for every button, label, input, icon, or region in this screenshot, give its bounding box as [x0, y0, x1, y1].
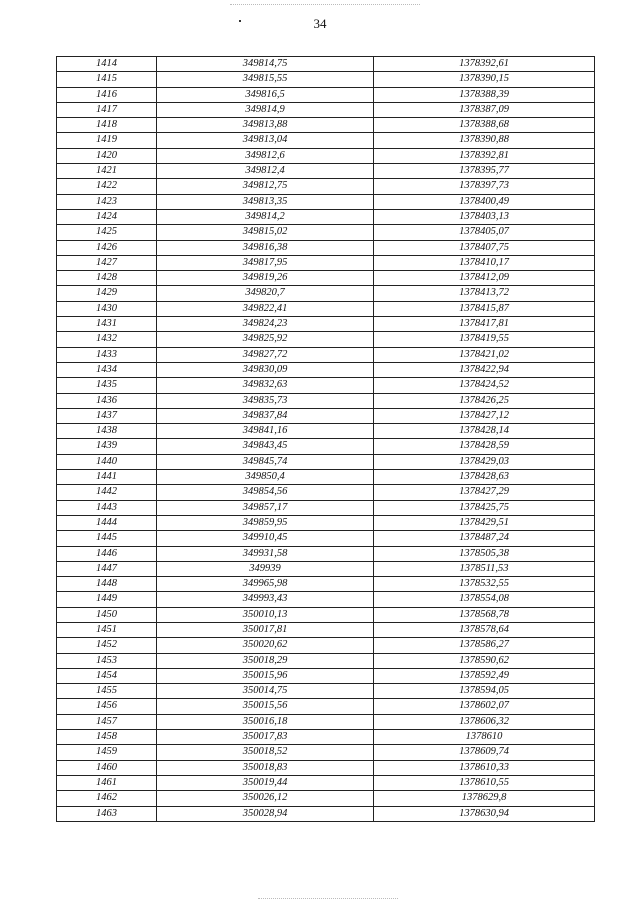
x-coordinate-cell: 349822,41 — [157, 301, 374, 316]
x-coordinate-cell: 350014,75 — [157, 684, 374, 699]
point-number-cell: 1415 — [57, 72, 157, 87]
point-number-cell: 1461 — [57, 775, 157, 790]
point-number-cell: 1442 — [57, 485, 157, 500]
x-coordinate-cell: 349813,04 — [157, 133, 374, 148]
y-coordinate-cell: 1378400,49 — [374, 194, 595, 209]
y-coordinate-cell: 1378425,75 — [374, 500, 595, 515]
x-coordinate-cell: 349812,75 — [157, 179, 374, 194]
x-coordinate-cell: 349814,2 — [157, 209, 374, 224]
y-coordinate-cell: 1378487,24 — [374, 531, 595, 546]
point-number-cell: 1445 — [57, 531, 157, 546]
x-coordinate-cell: 350017,81 — [157, 622, 374, 637]
y-coordinate-cell: 1378415,87 — [374, 301, 595, 316]
table-row — [57, 378, 595, 393]
table-row — [57, 775, 595, 790]
page-number: 34 — [313, 16, 327, 31]
y-coordinate-cell: 1378403,13 — [374, 209, 595, 224]
y-coordinate-cell: 1378390,15 — [374, 72, 595, 87]
coordinates-table-body — [57, 57, 595, 822]
point-number-cell: 1433 — [57, 347, 157, 362]
point-number-cell: 1416 — [57, 87, 157, 102]
y-coordinate-cell: 1378554,08 — [374, 592, 595, 607]
x-coordinate-cell: 350018,83 — [157, 760, 374, 775]
x-coordinate-cell: 349816,38 — [157, 240, 374, 255]
point-number-cell: 1426 — [57, 240, 157, 255]
x-coordinate-cell: 349841,16 — [157, 424, 374, 439]
x-coordinate-cell: 350015,96 — [157, 668, 374, 683]
y-coordinate-cell: 1378511,53 — [374, 561, 595, 576]
x-coordinate-cell: 349835,73 — [157, 393, 374, 408]
table-row — [57, 439, 595, 454]
x-coordinate-cell: 349845,74 — [157, 454, 374, 469]
point-number-cell: 1459 — [57, 745, 157, 760]
table-row — [57, 225, 595, 240]
table-row — [57, 209, 595, 224]
x-coordinate-cell: 350018,29 — [157, 653, 374, 668]
x-coordinate-cell: 349830,09 — [157, 362, 374, 377]
y-coordinate-cell: 1378586,27 — [374, 638, 595, 653]
y-coordinate-cell: 1378392,61 — [374, 57, 595, 72]
table-row — [57, 347, 595, 362]
y-coordinate-cell: 1378602,07 — [374, 699, 595, 714]
table-row — [57, 485, 595, 500]
point-number-cell: 1449 — [57, 592, 157, 607]
y-coordinate-cell: 1378629,8 — [374, 791, 595, 806]
x-coordinate-cell: 349817,95 — [157, 255, 374, 270]
x-coordinate-cell: 349820,7 — [157, 286, 374, 301]
y-coordinate-cell: 1378388,68 — [374, 118, 595, 133]
y-coordinate-cell: 1378610,55 — [374, 775, 595, 790]
point-number-cell: 1427 — [57, 255, 157, 270]
point-number-cell: 1441 — [57, 470, 157, 485]
y-coordinate-cell: 1378630,94 — [374, 806, 595, 821]
table-row — [57, 668, 595, 683]
point-number-cell: 1419 — [57, 133, 157, 148]
y-coordinate-cell: 1378419,55 — [374, 332, 595, 347]
y-coordinate-cell: 1378568,78 — [374, 607, 595, 622]
x-coordinate-cell: 350015,56 — [157, 699, 374, 714]
y-coordinate-cell: 1378428,59 — [374, 439, 595, 454]
y-coordinate-cell: 1378413,72 — [374, 286, 595, 301]
point-number-cell: 1414 — [57, 57, 157, 72]
table-row — [57, 133, 595, 148]
point-number-cell: 1452 — [57, 638, 157, 653]
table-row — [57, 454, 595, 469]
y-coordinate-cell: 1378395,77 — [374, 164, 595, 179]
y-coordinate-cell: 1378427,29 — [374, 485, 595, 500]
table-row — [57, 317, 595, 332]
y-coordinate-cell: 1378609,74 — [374, 745, 595, 760]
x-coordinate-cell: 350018,52 — [157, 745, 374, 760]
table-row — [57, 301, 595, 316]
x-coordinate-cell: 350026,12 — [157, 791, 374, 806]
table-row — [57, 72, 595, 87]
top-scan-rule — [230, 4, 420, 5]
table-row — [57, 546, 595, 561]
y-coordinate-cell: 1378505,38 — [374, 546, 595, 561]
point-number-cell: 1458 — [57, 730, 157, 745]
point-number-cell: 1444 — [57, 515, 157, 530]
point-number-cell: 1435 — [57, 378, 157, 393]
y-coordinate-cell: 1378610,33 — [374, 760, 595, 775]
y-coordinate-cell: 1378397,73 — [374, 179, 595, 194]
y-coordinate-cell: 1378412,09 — [374, 271, 595, 286]
x-coordinate-cell: 349857,17 — [157, 500, 374, 515]
table-row — [57, 745, 595, 760]
point-number-cell: 1457 — [57, 714, 157, 729]
x-coordinate-cell: 349813,35 — [157, 194, 374, 209]
table-row — [57, 730, 595, 745]
table-row — [57, 102, 595, 117]
table-row — [57, 531, 595, 546]
table-row — [57, 118, 595, 133]
table-row — [57, 424, 595, 439]
y-coordinate-cell: 1378421,02 — [374, 347, 595, 362]
point-number-cell: 1420 — [57, 148, 157, 163]
point-number-cell: 1455 — [57, 684, 157, 699]
x-coordinate-cell: 349850,4 — [157, 470, 374, 485]
table-row — [57, 148, 595, 163]
x-coordinate-cell: 349824,23 — [157, 317, 374, 332]
table-row — [57, 806, 595, 821]
table-row — [57, 87, 595, 102]
point-number-cell: 1443 — [57, 500, 157, 515]
x-coordinate-cell: 349931,58 — [157, 546, 374, 561]
point-number-cell: 1434 — [57, 362, 157, 377]
y-coordinate-cell: 1378424,52 — [374, 378, 595, 393]
x-coordinate-cell: 349815,55 — [157, 72, 374, 87]
point-number-cell: 1456 — [57, 699, 157, 714]
table-row — [57, 332, 595, 347]
x-coordinate-cell: 349812,6 — [157, 148, 374, 163]
x-coordinate-cell: 349965,98 — [157, 577, 374, 592]
table-row — [57, 622, 595, 637]
y-coordinate-cell: 1378532,55 — [374, 577, 595, 592]
point-number-cell: 1451 — [57, 622, 157, 637]
y-coordinate-cell: 1378387,09 — [374, 102, 595, 117]
y-coordinate-cell: 1378405,07 — [374, 225, 595, 240]
y-coordinate-cell: 1378592,49 — [374, 668, 595, 683]
table-row — [57, 699, 595, 714]
x-coordinate-cell: 349843,45 — [157, 439, 374, 454]
point-number-cell: 1454 — [57, 668, 157, 683]
table-row — [57, 57, 595, 72]
x-coordinate-cell: 349910,45 — [157, 531, 374, 546]
x-coordinate-cell: 350016,18 — [157, 714, 374, 729]
table-row — [57, 592, 595, 607]
y-coordinate-cell: 1378590,62 — [374, 653, 595, 668]
x-coordinate-cell: 349815,02 — [157, 225, 374, 240]
x-coordinate-cell: 349993,43 — [157, 592, 374, 607]
x-coordinate-cell: 349832,63 — [157, 378, 374, 393]
point-number-cell: 1448 — [57, 577, 157, 592]
table-row — [57, 470, 595, 485]
point-number-cell: 1450 — [57, 607, 157, 622]
x-coordinate-cell: 350010,13 — [157, 607, 374, 622]
y-coordinate-cell: 1378594,05 — [374, 684, 595, 699]
point-number-cell: 1432 — [57, 332, 157, 347]
y-coordinate-cell: 1378606,32 — [374, 714, 595, 729]
point-number-cell: 1453 — [57, 653, 157, 668]
point-number-cell: 1430 — [57, 301, 157, 316]
point-number-cell: 1440 — [57, 454, 157, 469]
table-row — [57, 393, 595, 408]
y-coordinate-cell: 1378422,94 — [374, 362, 595, 377]
table-row — [57, 577, 595, 592]
point-number-cell: 1438 — [57, 424, 157, 439]
y-coordinate-cell: 1378392,81 — [374, 148, 595, 163]
y-coordinate-cell: 1378427,12 — [374, 408, 595, 423]
x-coordinate-cell: 349837,84 — [157, 408, 374, 423]
x-coordinate-cell: 349814,9 — [157, 102, 374, 117]
table-row — [57, 194, 595, 209]
table-row — [57, 714, 595, 729]
table-row — [57, 240, 595, 255]
coordinates-table — [56, 56, 595, 822]
point-number-cell: 1439 — [57, 439, 157, 454]
table-row — [57, 408, 595, 423]
point-number-cell: 1437 — [57, 408, 157, 423]
point-number-cell: 1436 — [57, 393, 157, 408]
x-coordinate-cell: 350020,62 — [157, 638, 374, 653]
y-coordinate-cell: 1378610 — [374, 730, 595, 745]
point-number-cell: 1462 — [57, 791, 157, 806]
x-coordinate-cell: 349939 — [157, 561, 374, 576]
x-coordinate-cell: 349814,75 — [157, 57, 374, 72]
table-row — [57, 500, 595, 515]
x-coordinate-cell: 350019,44 — [157, 775, 374, 790]
table-row — [57, 362, 595, 377]
y-coordinate-cell: 1378417,81 — [374, 317, 595, 332]
table-row — [57, 607, 595, 622]
y-coordinate-cell: 1378428,63 — [374, 470, 595, 485]
point-number-cell: 1418 — [57, 118, 157, 133]
y-coordinate-cell: 1378390,88 — [374, 133, 595, 148]
point-number-cell: 1460 — [57, 760, 157, 775]
y-coordinate-cell: 1378578,64 — [374, 622, 595, 637]
y-coordinate-cell: 1378429,51 — [374, 515, 595, 530]
point-number-cell: 1446 — [57, 546, 157, 561]
table-row — [57, 271, 595, 286]
y-coordinate-cell: 1378426,25 — [374, 393, 595, 408]
x-coordinate-cell: 349825,92 — [157, 332, 374, 347]
point-number-cell: 1417 — [57, 102, 157, 117]
table-row — [57, 561, 595, 576]
table-row — [57, 164, 595, 179]
point-number-cell: 1429 — [57, 286, 157, 301]
table-row — [57, 255, 595, 270]
point-number-cell: 1447 — [57, 561, 157, 576]
table-row — [57, 791, 595, 806]
y-coordinate-cell: 1378407,75 — [374, 240, 595, 255]
table-row — [57, 760, 595, 775]
point-number-cell: 1424 — [57, 209, 157, 224]
x-coordinate-cell: 349827,72 — [157, 347, 374, 362]
x-coordinate-cell: 349854,56 — [157, 485, 374, 500]
point-number-cell: 1431 — [57, 317, 157, 332]
x-coordinate-cell: 349813,88 — [157, 118, 374, 133]
table-row — [57, 684, 595, 699]
table-row — [57, 638, 595, 653]
x-coordinate-cell: 349819,26 — [157, 271, 374, 286]
x-coordinate-cell: 349812,4 — [157, 164, 374, 179]
bottom-scan-rule — [258, 898, 398, 899]
point-number-cell: 1421 — [57, 164, 157, 179]
x-coordinate-cell: 350017,83 — [157, 730, 374, 745]
y-coordinate-cell: 1378410,17 — [374, 255, 595, 270]
point-number-cell: 1423 — [57, 194, 157, 209]
table-row — [57, 653, 595, 668]
x-coordinate-cell: 350028,94 — [157, 806, 374, 821]
point-number-cell: 1422 — [57, 179, 157, 194]
table-row — [57, 515, 595, 530]
point-number-cell: 1425 — [57, 225, 157, 240]
table-row — [57, 179, 595, 194]
x-coordinate-cell: 349859,95 — [157, 515, 374, 530]
table-row — [57, 286, 595, 301]
x-coordinate-cell: 349816,5 — [157, 87, 374, 102]
y-coordinate-cell: 1378428,14 — [374, 424, 595, 439]
point-number-cell: 1428 — [57, 271, 157, 286]
y-coordinate-cell: 1378388,39 — [374, 87, 595, 102]
y-coordinate-cell: 1378429,03 — [374, 454, 595, 469]
point-number-cell: 1463 — [57, 806, 157, 821]
